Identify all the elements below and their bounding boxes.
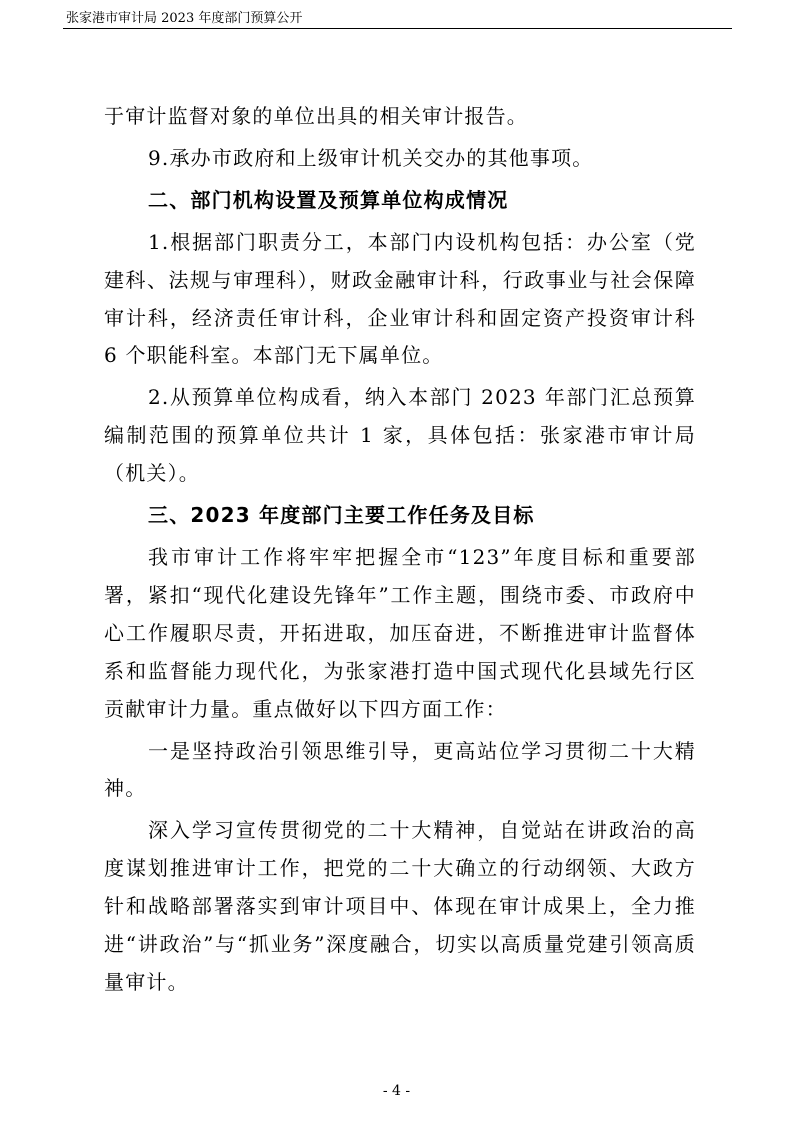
- paragraph-item-2: 2.从预算单位构成看，纳入本部门 2023 年部门汇总预算编制范围的预算单位共计 1 家，具体包括：张家港市审计局（机关）。: [104, 385, 696, 486]
- paragraph-item-1: 1.根据部门职责分工，本部门内设机构包括：办公室（党建科、法规与审理科），财政金融审计科，行政事业与社会保障审计科，经济责任审计科，企业审计科和固定资产投资审计科 6 个职能科室。本部门无下属单位。: [104, 229, 696, 368]
- page-header-title: 张家港市审计局 2023 年度部门预算公开: [66, 11, 303, 26]
- paragraph-point-one-detail: 深入学习宣传贯彻党的二十大精神，自觉站在讲政治的高度谋划推进审计工作，把党的二十大确立的行动纲领、大政方针和战略部署落实到审计项目中、体现在审计成果上，全力推进“讲政治”与“抓业务”深度融合，切实以高质量党建引领高质量审计。: [104, 818, 696, 994]
- paragraph-item-9: 9.承办市政府和上级审计机关交办的其他事项。: [148, 145, 594, 170]
- paragraph-point-one: 一是坚持政治引领思维引导，更高站位学习贯彻二十大精神。: [104, 738, 696, 801]
- header-divider: [63, 28, 732, 29]
- section-heading-3: 三、2023 年度部门主要工作任务及目标: [148, 503, 535, 528]
- page-number: - 4 -: [382, 1083, 411, 1099]
- document-body: [104, 98, 696, 1006]
- section-heading-2: 二、部门机构设置及预算单位构成情况: [148, 187, 509, 212]
- paragraph-continuation: 于审计监督对象的单位出具的相关审计报告。: [104, 104, 528, 128]
- paragraph-work-overview: 我市审计工作将牢牢把握全市“123”年度目标和重要部署，紧扣“现代化建设先锋年”工作主题，围绕市委、市政府中心工作履职尽责，开拓进取，加压奋进，不断推进审计监督体系和监督能力现代化，为张家港打造中国式现代化县域先行区贡献审计力量。重点做好以下四方面工作：: [104, 544, 696, 721]
